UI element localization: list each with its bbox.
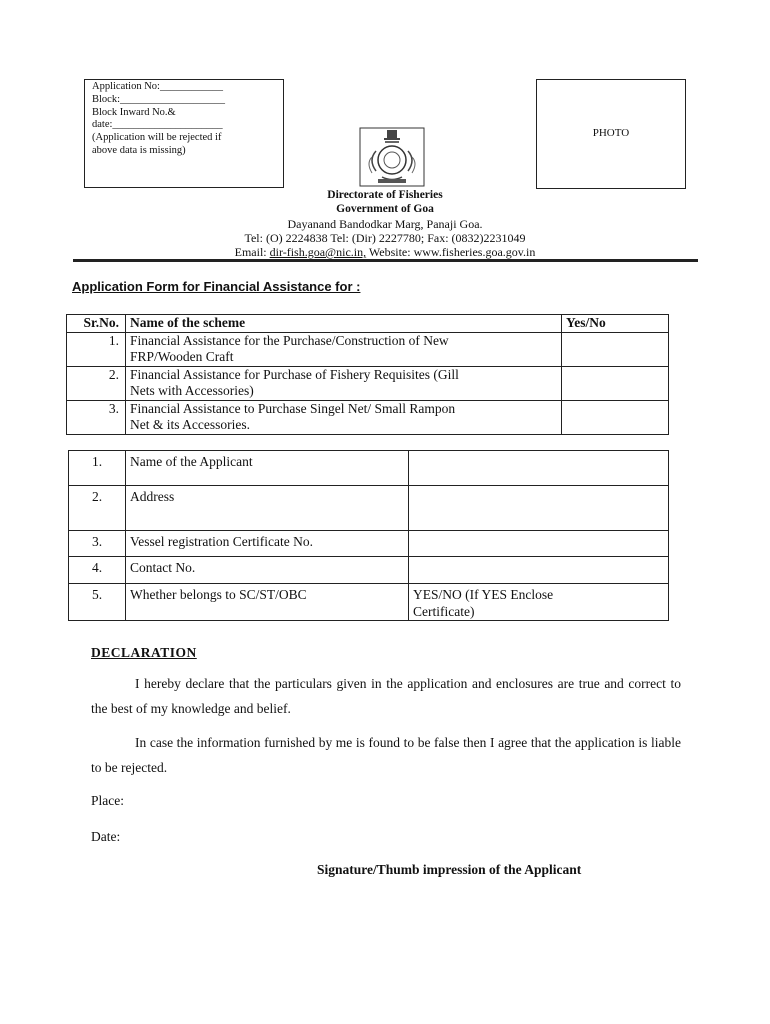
declaration-text-1: I hereby declare that the particulars given in the application and enclosures are true and correct to the best of my knowledge and belief. — [91, 676, 681, 716]
photo-box — [536, 79, 686, 189]
date-label: Date: — [91, 829, 121, 844]
declaration-title: DECLARATION — [91, 645, 197, 660]
scheme-name-line: FRP/Wooden Craft — [130, 349, 234, 364]
application-no-field: Application No:____________ — [92, 81, 223, 92]
header-sr-no: Sr.No. — [67, 315, 126, 333]
detail-number: 3. — [69, 531, 126, 557]
scheme-table — [66, 314, 669, 435]
detail-label: Contact No. — [126, 557, 409, 584]
address-line: Dayanand Bandodkar Marg, Panaji Goa. — [287, 217, 483, 231]
goa-government-emblem-icon — [358, 127, 426, 187]
table-row — [69, 486, 669, 531]
form-title: Application Form for Financial Assistance for : — [72, 279, 361, 294]
date-field: date:_____________________ — [92, 119, 223, 131]
scheme-name-line: Net & its Accessories. — [130, 417, 250, 432]
contact-no-field[interactable] — [409, 557, 669, 584]
scheme-name — [126, 332, 562, 366]
yes-no-cell[interactable] — [562, 332, 669, 366]
address-field[interactable] — [409, 486, 669, 531]
table-row — [69, 531, 669, 557]
table-row — [67, 400, 669, 434]
scheme-name-line: Nets with Accessories) — [130, 383, 254, 398]
table-row — [69, 451, 669, 486]
table-row — [67, 332, 669, 366]
table-row — [69, 557, 669, 584]
category-value-line: Certificate) — [413, 603, 475, 619]
detail-number: 4. — [69, 557, 126, 584]
block-field: Block:____________________ — [92, 93, 225, 105]
table-row — [67, 366, 669, 400]
scheme-name — [126, 366, 562, 400]
header-yes-no: Yes/No — [562, 315, 669, 333]
scheme-name — [126, 400, 562, 434]
applicant-name-field[interactable] — [409, 451, 669, 486]
rejection-note-line1: (Application will be rejected if — [92, 132, 222, 144]
block-inward-label: Block Inward No.& — [92, 106, 176, 118]
directorate-title: Directorate of Fisheries — [327, 189, 443, 201]
scheme-name-line: Financial Assistance for Purchase of Fishery Requisites (Gill — [130, 366, 459, 382]
place-label: Place: — [91, 793, 124, 808]
scheme-number: 2. — [67, 366, 126, 400]
detail-label: Address — [126, 486, 409, 531]
declaration-paragraph-1 — [91, 671, 681, 721]
scheme-number: 3. — [67, 400, 126, 434]
contact-line — [0, 245, 770, 260]
detail-number: 1. — [69, 451, 126, 486]
photo-label: PHOTO — [592, 127, 630, 139]
detail-label: Vessel registration Certificate No. — [126, 531, 409, 557]
category-value-line: YES/NO (If YES Enclose — [413, 587, 554, 602]
detail-label: Whether belongs to SC/ST/OBC — [126, 584, 409, 621]
detail-number: 2. — [69, 486, 126, 531]
header-divider — [73, 259, 698, 262]
scheme-name-line: Financial Assistance for the Purchase/Construction of New — [130, 332, 449, 348]
rejection-note-line2: above data is missing) — [92, 144, 186, 156]
signature-label: Signature/Thumb impression of the Applicant — [317, 862, 582, 877]
yes-no-cell[interactable] — [562, 366, 669, 400]
yes-no-cell[interactable] — [562, 400, 669, 434]
category-field[interactable] — [409, 584, 669, 621]
vessel-certificate-field[interactable] — [409, 531, 669, 557]
detail-label: Name of the Applicant — [126, 451, 409, 486]
email-link[interactable]: dir-fish.goa@nic.in, — [269, 245, 367, 259]
scheme-table-header — [67, 315, 669, 333]
declaration-text-2: In case the information furnished by me is found to be false then I agree that the application is liable to be rejected. — [91, 735, 681, 775]
application-details-box — [84, 79, 284, 188]
table-row — [69, 584, 669, 621]
declaration-paragraph-2 — [91, 730, 681, 780]
website-text: Website: www.fisheries.goa.gov.in — [368, 245, 536, 259]
scheme-name-line: Financial Assistance to Purchase Singel Net/ Small Rampon — [130, 400, 456, 416]
header-scheme-name: Name of the scheme — [126, 315, 562, 333]
scheme-number: 1. — [67, 332, 126, 366]
government-title: Government of Goa — [336, 203, 434, 215]
phone-line: Tel: (O) 2224838 Tel: (Dir) 2227780; Fax: (0832)2231049 — [244, 231, 526, 245]
email-label: Email: — [234, 245, 267, 259]
detail-number: 5. — [69, 584, 126, 621]
applicant-details-table — [68, 450, 669, 621]
